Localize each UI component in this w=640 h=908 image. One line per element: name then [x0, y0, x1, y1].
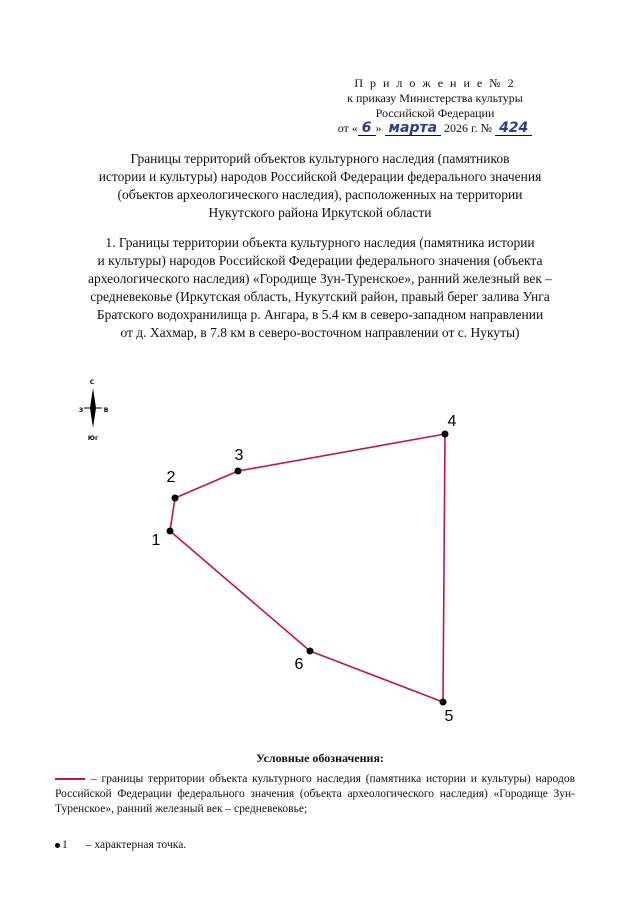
section-line: 1. Границы территории объекта культурного наследия (памятника истории — [105, 235, 535, 250]
boundary-point-6 — [307, 648, 314, 655]
compass-east: В — [103, 407, 109, 414]
boundary-point-label-5: 5 — [444, 708, 454, 725]
section-line: Братского водохранилища р. Ангара, в 5.4 км в северо-западном направлении — [96, 307, 544, 322]
section-line: археологического наследия) «Городище Зун-Туренское», ранний железный век – — [87, 271, 553, 286]
appendix-line1: к приказу Министерства культуры — [347, 91, 523, 105]
appendix-heading: П р и л о ж е н и е № 2 — [354, 76, 516, 90]
compass-north: С — [89, 379, 95, 386]
boundary-point-label-3: 3 — [234, 447, 244, 464]
compass-south: Юг — [87, 435, 99, 442]
section-line: и культуры) народов Российской Федерации федерального значения (объекта — [97, 253, 543, 268]
boundary-line — [170, 434, 445, 702]
boundary-point-label-6: 6 — [294, 656, 304, 673]
title-line: (объектов археологического наследия), расположенных на территории — [117, 187, 523, 202]
boundary-point-label-4: 4 — [447, 413, 457, 430]
section-line: средневековье (Иркутская область, Нукутский район, правый берег залива Унга — [90, 289, 550, 304]
legend-point-label: 1 — [62, 839, 68, 851]
handwritten-number: 424 — [495, 122, 532, 136]
handwritten-month: марта — [385, 122, 441, 136]
compass-west: З — [78, 407, 84, 414]
boundary-point-1 — [167, 528, 174, 535]
boundary-point-4 — [442, 431, 449, 438]
appendix-date: от « 6 » марта 2026 г. № 424 — [300, 121, 570, 136]
handwritten-day: 6 — [358, 122, 376, 136]
legend-point-row — [55, 838, 186, 853]
compass-rose — [79, 379, 109, 442]
title-line: Нукутского района Иркутской области — [208, 205, 432, 220]
legend-line-swatch — [55, 778, 85, 780]
boundary-point-5 — [440, 699, 447, 706]
section-line: от д. Хахмар, в 7.8 км в северо-восточном направлении от с. Нукуты) — [120, 325, 520, 340]
boundary-point-label-1: 1 — [151, 532, 161, 549]
legend-title: Условные обозначения: — [256, 751, 384, 765]
legend-boundary-text: – границы территории объекта культурного наследия (памятника истории и культуры) народов Российской Федерации федерального значения (объекта археологического наследия) «Городище Зун-Туренское», ранний железный век – средневековье; — [55, 773, 575, 815]
legend-point-dot — [55, 843, 60, 848]
boundary-point-2 — [172, 495, 179, 502]
title-line: Границы территорий объектов культурного наследия (памятников — [130, 151, 510, 166]
title-line: истории и культуры) народов Российской Федерации федерального значения — [98, 169, 542, 184]
legend-boundary-row — [55, 772, 575, 817]
boundary-point-label-2: 2 — [166, 469, 176, 486]
appendix-line2: Российской Федерации — [375, 106, 495, 120]
legend-point-text: – характерная точка. — [85, 839, 187, 851]
boundary-point-3 — [235, 468, 242, 475]
